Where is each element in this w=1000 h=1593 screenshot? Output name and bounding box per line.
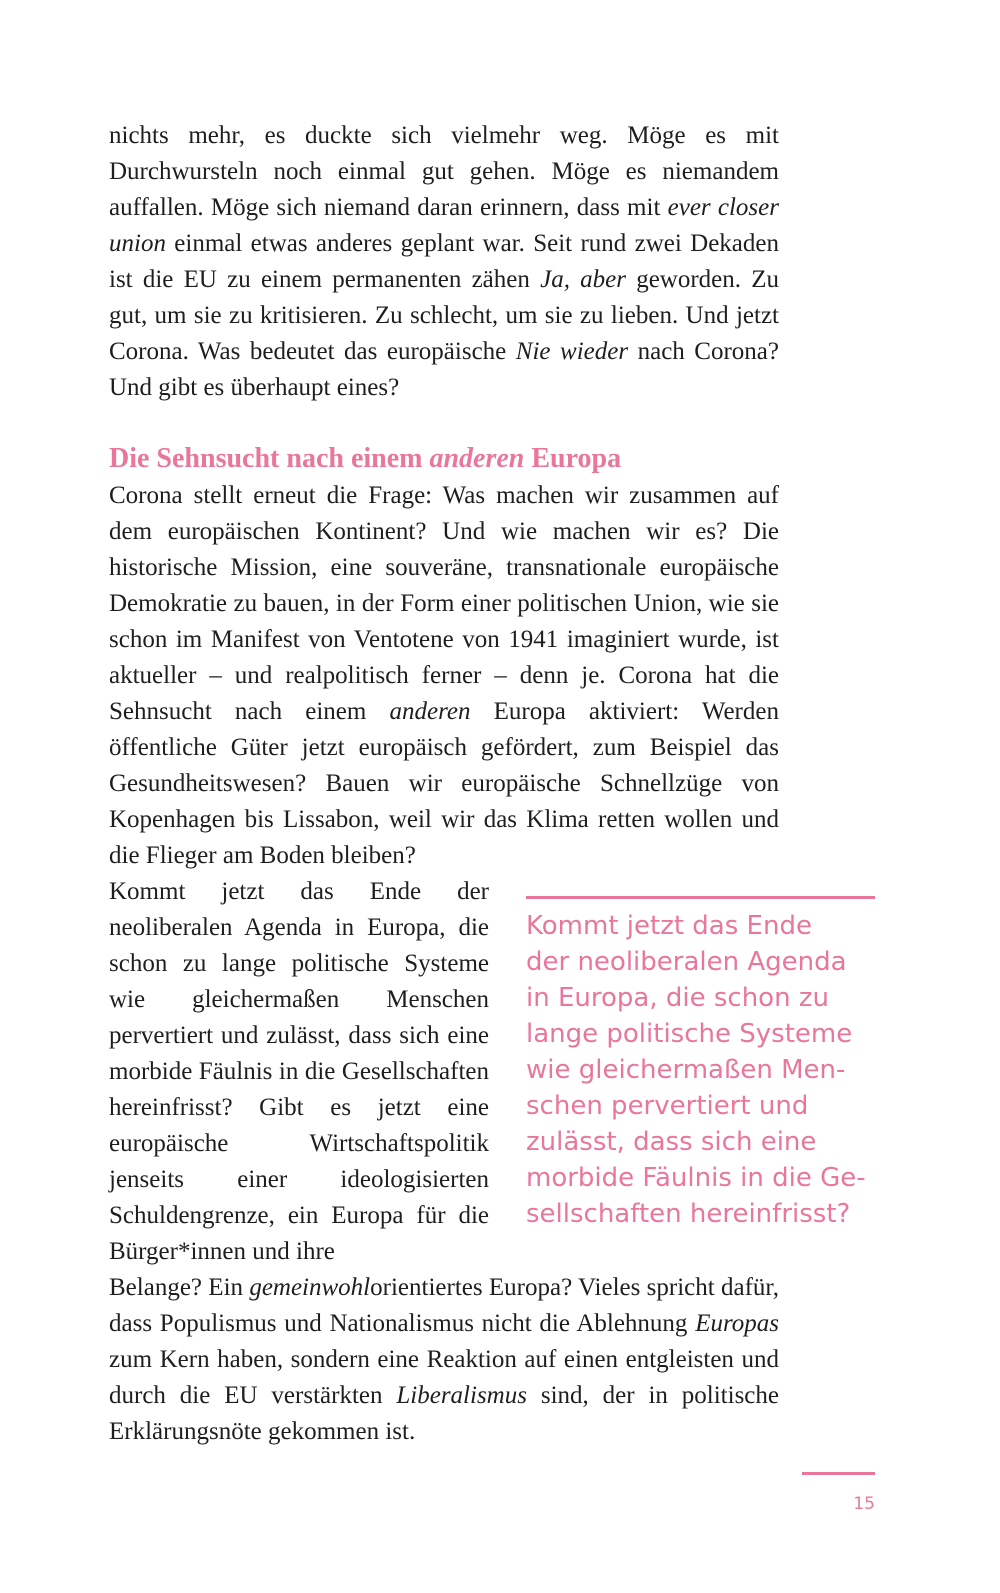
pull-quote-line: lange politische Systeme xyxy=(526,1019,853,1049)
paragraph-intro-italic-3: Nie wieder xyxy=(515,338,629,365)
paragraph-corona-text-1: Corona stellt erneut die Frage: Was machen wir zusammen auf dem europäischen Kontinent? Und wie machen wir es? Die historische Mission, eine souveräne, transnationale europäische Demokratie zu bauen, in der Form einer politischen Union, wie sie schon im Manifest von Ventotene von 1941 imaginiert wurde, ist aktueller – und realpolitisch ferner – denn je. Corona hat die Sehnsucht nach einem xyxy=(109,482,779,725)
section-heading-text-1: Die Sehnsucht nach einem xyxy=(109,443,430,474)
paragraph-corona xyxy=(109,478,779,874)
pull-quote-line: in Europa, die schon zu xyxy=(526,983,829,1013)
section-heading-text-2: Europa xyxy=(524,443,622,474)
paragraph-closing-text-3: zum Kern haben, sondern eine Reaktion auf einen entgleisten und durch die EU verstärkten xyxy=(109,1346,779,1409)
pull-quote-line: wie gleichermaßen Men- xyxy=(526,1055,846,1085)
paragraph-intro-text-1: nichts mehr, es duckte sich vielmehr weg. Möge es mit Durchwursteln noch einmal gut gehen. Möge es niemandem auffallen. Möge sich niemand daran erinnern, dass mit xyxy=(109,122,779,221)
section-heading xyxy=(109,440,809,478)
paragraph-closing-text-1: Belange? Ein xyxy=(109,1274,250,1301)
paragraph-intro-text-2: einmal etwas anderes geplant war. Seit rund zwei Dekaden ist die EU zu einem permanenten zähen xyxy=(109,230,779,293)
paragraph-closing-italic-1: gemeinwohl xyxy=(249,1274,371,1301)
paragraph-narrow-column: Kommt jetzt das Ende der neoliberalen Agenda in Europa, die schon zu lange politische Systeme wie gleichermaßen Menschen pervertiert und zulässt, dass sich eine morbide Fäulnis in die Gesellschaften hereinfrisst? Gibt es jetzt eine europäische Wirtschaftspolitik jenseits einer ideologisierten Schuldengrenze, ein Europa für die Bürger*innen und ihre xyxy=(109,878,489,1265)
paragraph-intro xyxy=(109,118,779,406)
paragraph-corona-text-2: Europa aktiviert: Werden öffentliche Güter jetzt europäisch gefördert, zum Beispiel das Gesundheitswesen? Bauen wir europäische Schnellzüge von Kopenhagen bis Lissabon, weil wir das Klima retten wollen und die Flieger am Boden bleiben? xyxy=(109,698,779,869)
pull-quote xyxy=(526,908,878,1232)
paragraph-intro-text-4: nach Corona? Und gibt es überhaupt eines? xyxy=(109,338,779,401)
paragraph-intro-italic-1: ever closer union xyxy=(109,194,779,257)
section-heading-italic: anderen xyxy=(429,443,525,474)
pull-quote-rule xyxy=(526,896,875,899)
pull-quote-line: Kommt jetzt das Ende xyxy=(526,911,812,941)
pull-quote-line: zulässt, dass sich eine xyxy=(526,1127,817,1157)
paragraph-intro-italic-2: Ja, aber xyxy=(540,266,626,293)
paragraph-corona-italic: anderen xyxy=(389,698,471,725)
paragraph-closing-italic-3: Liberalismus xyxy=(396,1382,527,1409)
paragraph-closing-text-2: orientiertes Europa? Vieles spricht dafür, dass Populismus und Nationalismus nicht die Ablehnung xyxy=(109,1274,779,1337)
paragraph-closing-text-4: sind, der in politische Erklärungsnöte gekommen ist. xyxy=(109,1382,779,1445)
pull-quote-line: sellschaften hereinfrisst? xyxy=(526,1199,851,1229)
pull-quote-line: schen pervertiert und xyxy=(526,1091,809,1121)
footer-rule xyxy=(802,1472,875,1475)
paragraph-closing xyxy=(109,1270,779,1450)
paragraph-closing-italic-2: Europas xyxy=(695,1310,779,1337)
paragraph-intro-text-3: geworden. Zu gut, um sie zu kritisieren. Zu schlecht, um sie zu lieben. Und jetzt Corona. Was bedeutet das europäische xyxy=(109,266,780,365)
pull-quote-line: morbide Fäulnis in die Ge- xyxy=(526,1163,866,1193)
page-number: 15 xyxy=(853,1494,875,1514)
pull-quote-line: der neoliberalen Agenda xyxy=(526,947,847,977)
